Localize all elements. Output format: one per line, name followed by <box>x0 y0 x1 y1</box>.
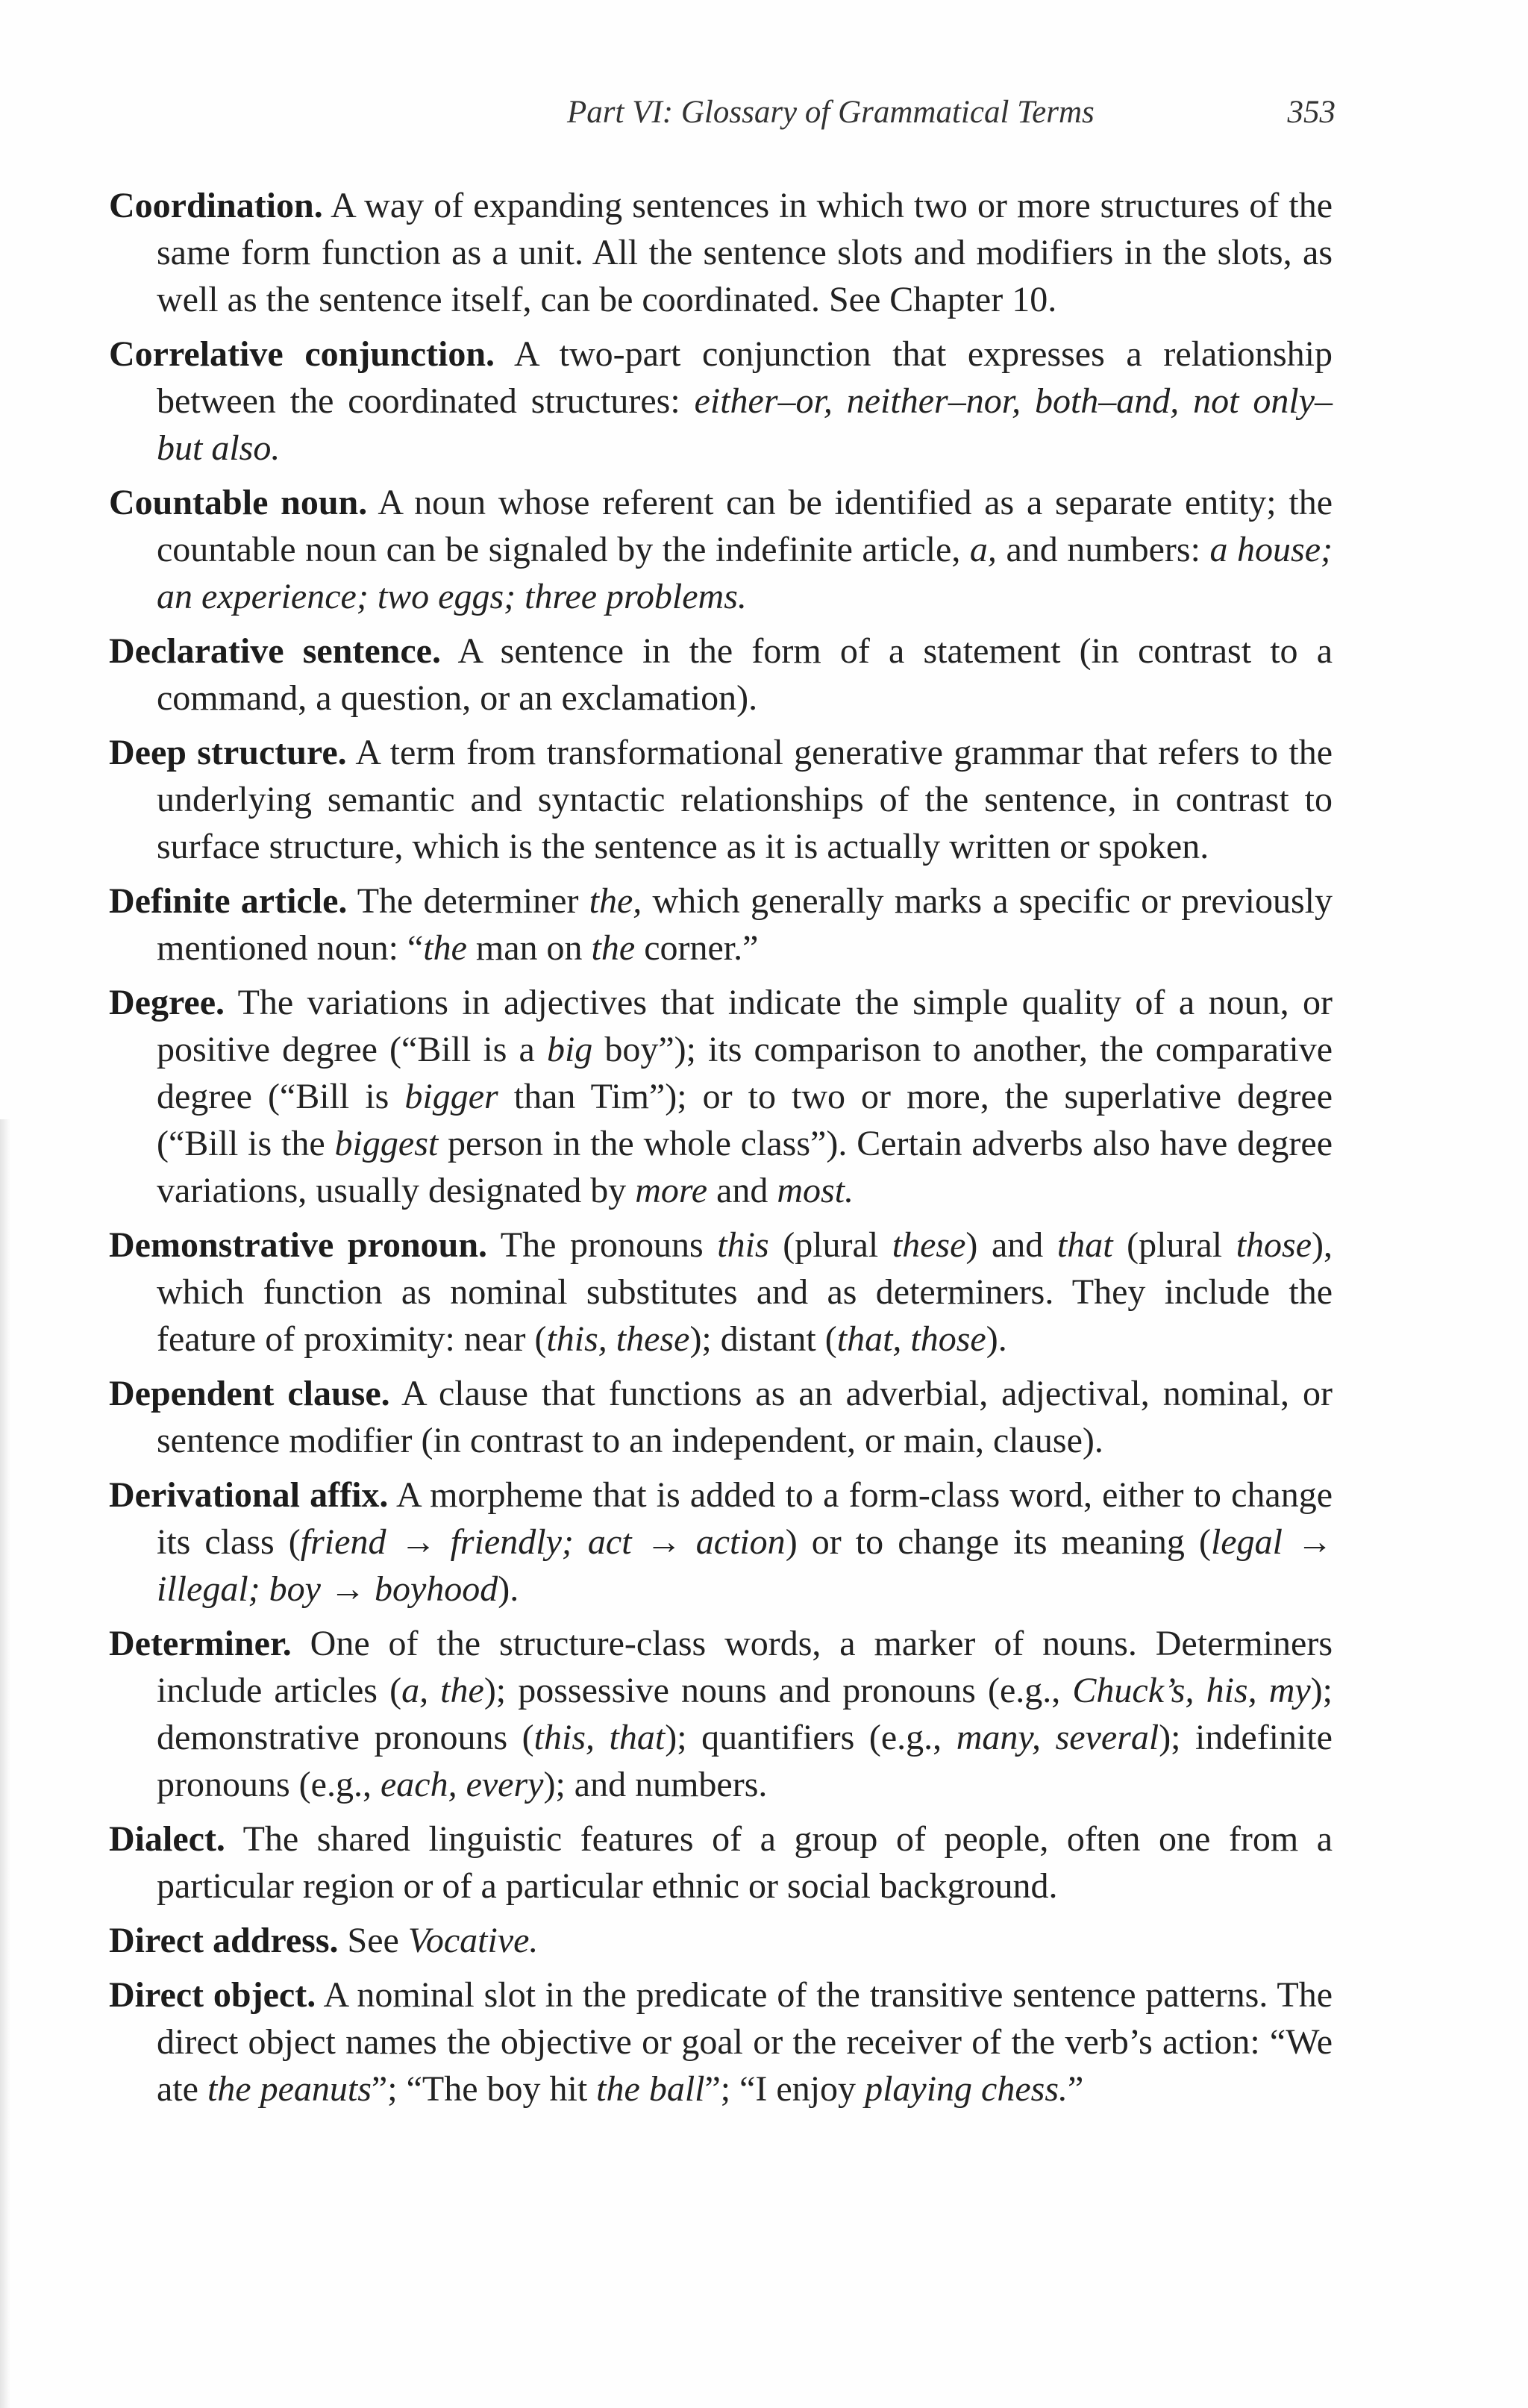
definition-text: The variations in adjectives that indicate the simple quality of a noun, or positive degree (“Bill is a <box>157 983 1333 1069</box>
definition-text: A noun whose referent can be identified as a separate entity; the countable noun can be signaled by the indefinite article, <box>157 483 1333 569</box>
definition-italic-text: big <box>546 1030 593 1069</box>
definition-italic-text: biggest <box>334 1124 439 1163</box>
definition-text: A nominal slot in the predicate of the transitive sentence patterns. The direct object names the objective or goal or the receiver of the verb’s action: “We ate <box>157 1975 1333 2109</box>
definition-text: ); and numbers. <box>543 1765 768 1804</box>
definition-text: (plural <box>768 1225 892 1265</box>
definition-italic-text: the, <box>589 881 642 921</box>
definition-italic-text: playing chess. <box>865 2069 1068 2109</box>
definition-italic-text: this, that <box>533 1718 666 1757</box>
definition-italic-text: this <box>717 1225 769 1265</box>
glossary-term: Coordination. <box>109 186 323 225</box>
definition-italic-text: bigger <box>404 1077 498 1116</box>
definition-italic-text: a house; an experience; two eggs; three problems. <box>157 530 1333 616</box>
definition-text: See <box>338 1921 408 1960</box>
definition-italic-text: most. <box>777 1171 854 1210</box>
definition-text: ); quantifiers (e.g., <box>665 1718 956 1757</box>
definition-italic-text: Vocative. <box>407 1921 539 1960</box>
definition-italic-text: these <box>892 1225 966 1265</box>
glossary-term: Definite article. <box>109 881 348 921</box>
definition-italic-text: that <box>1056 1225 1113 1265</box>
glossary-term: Demonstrative pronoun. <box>109 1225 488 1265</box>
definition-italic-text: the <box>423 928 467 968</box>
glossary-term: Correlative conjunction. <box>109 334 495 374</box>
glossary-entry <box>109 331 1333 472</box>
definition-italic-text: either–or, neither–nor, both–and, not only–but also. <box>157 381 1333 468</box>
definition-text: and numbers: <box>996 530 1210 569</box>
glossary-entries <box>109 182 1333 2120</box>
definition-text: A morpheme that is added to a form-class word, either to change its class ( <box>157 1475 1333 1562</box>
glossary-term: Direct object. <box>109 1975 316 2015</box>
glossary-entry <box>109 628 1333 722</box>
definition-text: ”; “The boy hit <box>371 2069 597 2109</box>
definition-italic-text: a, the <box>401 1671 484 1710</box>
glossary-entry <box>109 1370 1333 1464</box>
glossary-term: Dialect. <box>109 1819 225 1859</box>
definition-text: ), which function as nominal substitutes and as determiners. They include the feature of proximity: near ( <box>157 1225 1333 1359</box>
definition-text: ). <box>986 1319 1007 1359</box>
glossary-term: Deep structure. <box>109 733 347 772</box>
glossary-term: Direct address. <box>109 1921 339 1960</box>
definition-text: A term from transformational generative grammar that refers to the underlying semantic and syntactic relationships of the sentence, in contrast to surface structure, which is the sentence as it is actually written or spoken. <box>157 733 1333 866</box>
definition-text: ) and <box>965 1225 1057 1265</box>
glossary-term: Determiner. <box>109 1624 292 1663</box>
definition-italic-text: more <box>635 1171 708 1210</box>
definition-italic-text: legal → illegal; boy → boyhood <box>157 1522 1333 1609</box>
definition-text: ); distant ( <box>689 1319 837 1359</box>
definition-text: ”; “I enjoy <box>704 2069 865 2109</box>
definition-text: person in the whole class”). Certain adverbs also have degree variations, usually designated by <box>157 1124 1333 1210</box>
definition-text: ); indefinite pronouns (e.g., <box>157 1718 1333 1804</box>
definition-italic-text: many, several <box>956 1718 1159 1757</box>
page-number: 353 <box>1287 95 1336 130</box>
definition-italic-text: a, <box>969 530 997 569</box>
glossary-entry <box>109 1222 1333 1363</box>
definition-text: than Tim”); or to two or more, the superlative degree (“Bill is the <box>157 1077 1333 1163</box>
glossary-term: Derivational affix. <box>109 1475 389 1515</box>
definition-text: One of the structure-class words, a marker of nouns. Determiners include articles ( <box>157 1624 1333 1710</box>
definition-italic-text: this, these <box>546 1319 690 1359</box>
running-head-title: Part VI: Glossary of Grammatical Terms <box>567 95 1095 130</box>
definition-italic-text: the peanuts <box>207 2069 372 2109</box>
glossary-entry <box>109 1620 1333 1808</box>
definition-italic-text: those <box>1236 1225 1312 1265</box>
definition-text: A way of expanding sentences in which two or more structures of the same form function as a unit. All the sentence slots and modifiers in the slots, as well as the sentence itself, can be coordinated. See Chapter 10. <box>157 186 1333 319</box>
glossary-entry <box>109 979 1333 1214</box>
glossary-term: Dependent clause. <box>109 1374 390 1413</box>
definition-text: ” <box>1068 2069 1084 2109</box>
glossary-term: Declarative sentence. <box>109 631 441 671</box>
page-gutter-shadow <box>0 1119 10 2408</box>
glossary-entry <box>109 479 1333 620</box>
glossary-entry <box>109 1971 1333 2113</box>
definition-text: A two-part conjunction that expresses a relationship between the coordinated structures: <box>157 334 1333 421</box>
definition-text: A sentence in the form of a statement (in contrast to a command, a question, or an exclamation). <box>157 631 1333 718</box>
definition-text: ); demonstrative pronouns ( <box>157 1671 1333 1757</box>
definition-text: and <box>707 1171 777 1210</box>
definition-text: (plural <box>1112 1225 1236 1265</box>
glossary-entry <box>109 729 1333 870</box>
glossary-entry <box>109 878 1333 972</box>
definition-italic-text: the ball <box>596 2069 705 2109</box>
glossary-entry <box>109 182 1333 323</box>
definition-italic-text: that, those <box>836 1319 986 1359</box>
definition-text: ). <box>498 1569 519 1609</box>
definition-text: ); possessive nouns and pronouns (e.g., <box>483 1671 1073 1710</box>
glossary-entry <box>109 1472 1333 1613</box>
definition-text: man on <box>466 928 592 968</box>
glossary-entry <box>109 1917 1333 1964</box>
definition-italic-text: each, every <box>380 1765 544 1804</box>
glossary-entry <box>109 1816 1333 1910</box>
definition-text: The determiner <box>347 881 589 921</box>
definition-text: corner.” <box>635 928 759 968</box>
definition-text: The pronouns <box>487 1225 718 1265</box>
definition-text: A clause that functions as an adverbial, adjectival, nominal, or sentence modifier (in contrast to an independent, or main, clause). <box>157 1374 1333 1460</box>
definition-text: which generally marks a specific or previously mentioned noun: “ <box>157 881 1333 968</box>
definition-italic-text: friend → friendly; act → action <box>300 1522 786 1562</box>
glossary-term: Degree. <box>109 983 225 1022</box>
definition-text: The shared linguistic features of a group of people, often one from a particular region or of a particular ethnic or social background. <box>157 1819 1333 1906</box>
definition-text: ) or to change its meaning ( <box>785 1522 1211 1562</box>
glossary-term: Countable noun. <box>109 483 368 522</box>
definition-italic-text: Chuck’s, his, my <box>1072 1671 1311 1710</box>
definition-text: boy”); its comparison to another, the comparative degree (“Bill is <box>157 1030 1333 1116</box>
definition-italic-text: the <box>591 928 636 968</box>
